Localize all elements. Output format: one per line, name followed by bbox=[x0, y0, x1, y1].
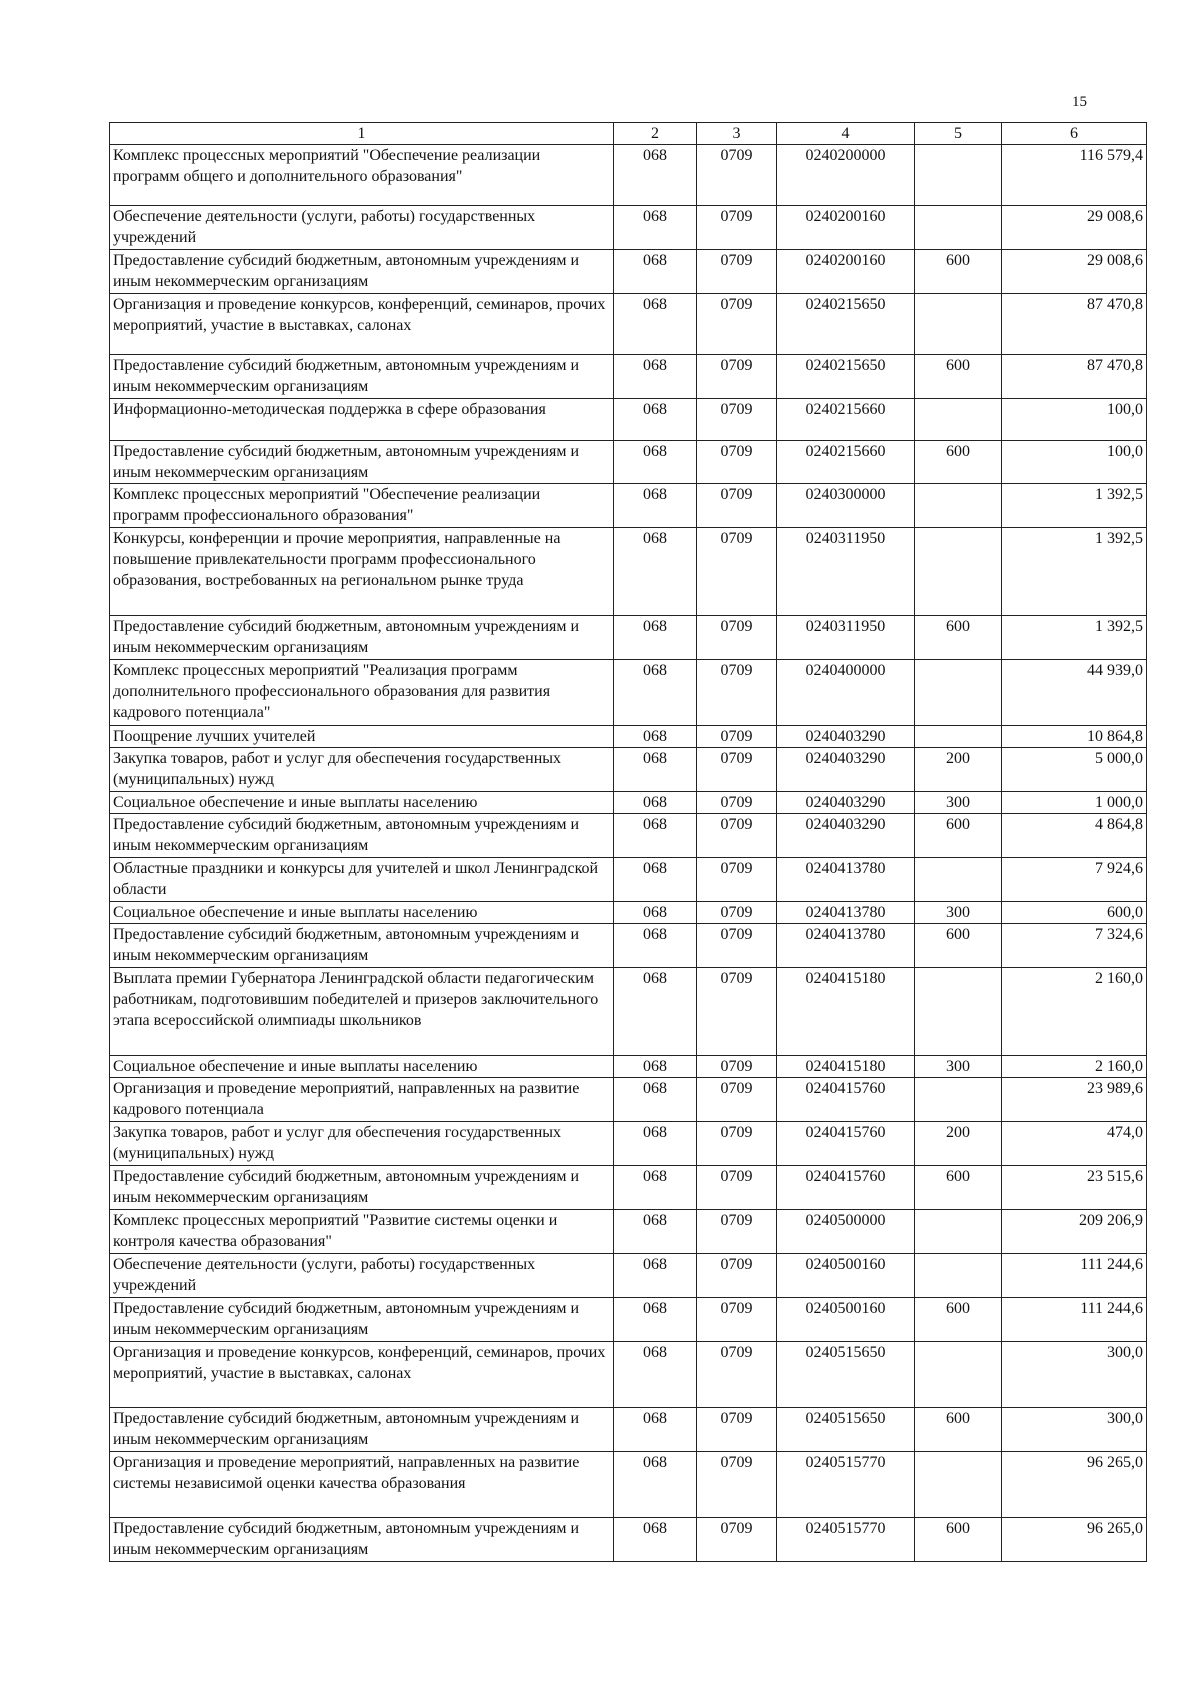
header-cell: 4 bbox=[777, 123, 915, 145]
row-target-cell: 0240413780 bbox=[777, 858, 915, 902]
table-row bbox=[110, 1408, 1147, 1452]
table-row bbox=[110, 399, 1147, 441]
row-expense-type-cell: 600 bbox=[915, 355, 1002, 399]
row-grbs-cell: 068 bbox=[614, 748, 697, 792]
table-row bbox=[110, 1078, 1147, 1122]
row-grbs-cell: 068 bbox=[614, 1452, 697, 1518]
row-section-cell: 0709 bbox=[697, 1056, 777, 1078]
row-section-cell: 0709 bbox=[697, 616, 777, 660]
row-expense-type-cell bbox=[915, 484, 1002, 528]
row-target-cell: 0240515770 bbox=[777, 1518, 915, 1562]
row-expense-type-cell bbox=[915, 968, 1002, 1056]
budget-table bbox=[109, 122, 1147, 1562]
row-amount-cell: 44 939,0 bbox=[1002, 660, 1147, 726]
row-name-cell: Организация и проведение мероприятий, направленных на развитие системы независимой оценки качества образования bbox=[110, 1452, 614, 1518]
row-name-cell: Предоставление субсидий бюджетным, автономным учреждениям и иным некоммерческим организациям bbox=[110, 250, 614, 294]
row-expense-type-cell bbox=[915, 858, 1002, 902]
row-grbs-cell: 068 bbox=[614, 1518, 697, 1562]
table-row bbox=[110, 858, 1147, 902]
row-name-cell: Организация и проведение конкурсов, конференций, семинаров, прочих мероприятий, участие в выставках, салонах bbox=[110, 294, 614, 355]
row-amount-cell: 96 265,0 bbox=[1002, 1452, 1147, 1518]
row-target-cell: 0240215650 bbox=[777, 355, 915, 399]
row-amount-cell: 100,0 bbox=[1002, 399, 1147, 441]
header-row bbox=[110, 123, 1147, 145]
row-expense-type-cell: 600 bbox=[915, 616, 1002, 660]
row-amount-cell: 4 864,8 bbox=[1002, 814, 1147, 858]
row-grbs-cell: 068 bbox=[614, 924, 697, 968]
row-grbs-cell: 068 bbox=[614, 1078, 697, 1122]
row-target-cell: 0240515650 bbox=[777, 1342, 915, 1408]
row-expense-type-cell: 600 bbox=[915, 441, 1002, 484]
row-section-cell: 0709 bbox=[697, 1408, 777, 1452]
row-amount-cell: 87 470,8 bbox=[1002, 294, 1147, 355]
row-section-cell: 0709 bbox=[697, 748, 777, 792]
row-expense-type-cell: 600 bbox=[915, 1408, 1002, 1452]
row-name-cell: Комплекс процессных мероприятий "Реализация программ дополнительного профессионального образования для развития кадрового потенциала" bbox=[110, 660, 614, 726]
row-grbs-cell: 068 bbox=[614, 1122, 697, 1166]
table-row bbox=[110, 1254, 1147, 1298]
table-row bbox=[110, 1298, 1147, 1342]
row-expense-type-cell bbox=[915, 294, 1002, 355]
row-amount-cell: 5 000,0 bbox=[1002, 748, 1147, 792]
row-expense-type-cell bbox=[915, 206, 1002, 250]
header-cell: 5 bbox=[915, 123, 1002, 145]
row-expense-type-cell bbox=[915, 1342, 1002, 1408]
table-row bbox=[110, 1166, 1147, 1210]
row-name-cell: Областные праздники и конкурсы для учителей и школ Ленинградской области bbox=[110, 858, 614, 902]
row-expense-type-cell: 600 bbox=[915, 1518, 1002, 1562]
row-amount-cell: 96 265,0 bbox=[1002, 1518, 1147, 1562]
row-expense-type-cell bbox=[915, 528, 1002, 616]
row-amount-cell: 23 989,6 bbox=[1002, 1078, 1147, 1122]
row-amount-cell: 474,0 bbox=[1002, 1122, 1147, 1166]
row-section-cell: 0709 bbox=[697, 1122, 777, 1166]
header-cell: 2 bbox=[614, 123, 697, 145]
row-expense-type-cell: 300 bbox=[915, 1056, 1002, 1078]
row-section-cell: 0709 bbox=[697, 660, 777, 726]
row-name-cell: Обеспечение деятельности (услуги, работы) государственных учреждений bbox=[110, 1254, 614, 1298]
row-section-cell: 0709 bbox=[697, 968, 777, 1056]
row-amount-cell: 1 392,5 bbox=[1002, 616, 1147, 660]
row-grbs-cell: 068 bbox=[614, 294, 697, 355]
row-name-cell: Предоставление субсидий бюджетным, автономным учреждениям и иным некоммерческим организациям bbox=[110, 1408, 614, 1452]
row-section-cell: 0709 bbox=[697, 858, 777, 902]
row-target-cell: 0240215660 bbox=[777, 399, 915, 441]
row-grbs-cell: 068 bbox=[614, 250, 697, 294]
row-name-cell: Комплекс процессных мероприятий "Развитие системы оценки и контроля качества образования" bbox=[110, 1210, 614, 1254]
row-grbs-cell: 068 bbox=[614, 814, 697, 858]
row-name-cell: Социальное обеспечение и иные выплаты населению bbox=[110, 792, 614, 814]
row-target-cell: 0240403290 bbox=[777, 726, 915, 748]
row-name-cell: Конкурсы, конференции и прочие мероприятия, направленные на повышение привлекательности программ профессионального образования, востребованных на региональном рынке труда bbox=[110, 528, 614, 616]
table-row bbox=[110, 206, 1147, 250]
table-row bbox=[110, 355, 1147, 399]
row-section-cell: 0709 bbox=[697, 528, 777, 616]
row-amount-cell: 600,0 bbox=[1002, 902, 1147, 924]
row-name-cell: Предоставление субсидий бюджетным, автономным учреждениям и иным некоммерческим организациям bbox=[110, 355, 614, 399]
row-expense-type-cell bbox=[915, 726, 1002, 748]
row-target-cell: 0240311950 bbox=[777, 528, 915, 616]
row-amount-cell: 87 470,8 bbox=[1002, 355, 1147, 399]
row-name-cell: Выплата премии Губернатора Ленинградской области педагогическим работникам, подготовившим победителей и призеров заключительного этапа всероссийской олимпиады школьников bbox=[110, 968, 614, 1056]
row-name-cell: Организация и проведение конкурсов, конференций, семинаров, прочих мероприятий, участие в выставках, салонах bbox=[110, 1342, 614, 1408]
row-target-cell: 0240200160 bbox=[777, 206, 915, 250]
row-section-cell: 0709 bbox=[697, 294, 777, 355]
row-expense-type-cell: 600 bbox=[915, 250, 1002, 294]
row-grbs-cell: 068 bbox=[614, 660, 697, 726]
row-expense-type-cell: 600 bbox=[915, 1166, 1002, 1210]
table-row bbox=[110, 1056, 1147, 1078]
row-expense-type-cell bbox=[915, 1452, 1002, 1518]
row-name-cell: Предоставление субсидий бюджетным, автономным учреждениям и иным некоммерческим организациям bbox=[110, 441, 614, 484]
table-row bbox=[110, 484, 1147, 528]
table-row bbox=[110, 1122, 1147, 1166]
table-row bbox=[110, 250, 1147, 294]
row-amount-cell: 7 924,6 bbox=[1002, 858, 1147, 902]
table-row bbox=[110, 814, 1147, 858]
row-expense-type-cell: 300 bbox=[915, 792, 1002, 814]
page-number: 15 bbox=[1072, 94, 1087, 110]
row-grbs-cell: 068 bbox=[614, 1342, 697, 1408]
row-target-cell: 0240500160 bbox=[777, 1298, 915, 1342]
row-target-cell: 0240515650 bbox=[777, 1408, 915, 1452]
row-name-cell: Предоставление субсидий бюджетным, автономным учреждениям и иным некоммерческим организациям bbox=[110, 814, 614, 858]
row-target-cell: 0240215660 bbox=[777, 441, 915, 484]
table-row bbox=[110, 616, 1147, 660]
row-section-cell: 0709 bbox=[697, 1166, 777, 1210]
row-name-cell: Предоставление субсидий бюджетным, автономным учреждениям и иным некоммерческим организациям bbox=[110, 1166, 614, 1210]
row-name-cell: Поощрение лучших учителей bbox=[110, 726, 614, 748]
table-row bbox=[110, 748, 1147, 792]
row-expense-type-cell bbox=[915, 1210, 1002, 1254]
row-grbs-cell: 068 bbox=[614, 1298, 697, 1342]
row-section-cell: 0709 bbox=[697, 206, 777, 250]
row-target-cell: 0240415760 bbox=[777, 1166, 915, 1210]
row-section-cell: 0709 bbox=[697, 1298, 777, 1342]
header-cell: 3 bbox=[697, 123, 777, 145]
row-target-cell: 0240403290 bbox=[777, 748, 915, 792]
row-section-cell: 0709 bbox=[697, 902, 777, 924]
row-name-cell: Предоставление субсидий бюджетным, автономным учреждениям и иным некоммерческим организациям bbox=[110, 616, 614, 660]
row-expense-type-cell: 600 bbox=[915, 814, 1002, 858]
row-name-cell: Организация и проведение мероприятий, направленных на развитие кадрового потенциала bbox=[110, 1078, 614, 1122]
row-amount-cell: 111 244,6 bbox=[1002, 1298, 1147, 1342]
row-name-cell: Предоставление субсидий бюджетным, автономным учреждениям и иным некоммерческим организациям bbox=[110, 924, 614, 968]
row-amount-cell: 111 244,6 bbox=[1002, 1254, 1147, 1298]
row-target-cell: 0240415180 bbox=[777, 1056, 915, 1078]
row-target-cell: 0240413780 bbox=[777, 924, 915, 968]
row-section-cell: 0709 bbox=[697, 792, 777, 814]
row-name-cell: Закупка товаров, работ и услуг для обеспечения государственных (муниципальных) нужд bbox=[110, 1122, 614, 1166]
row-name-cell: Социальное обеспечение и иные выплаты населению bbox=[110, 902, 614, 924]
row-grbs-cell: 068 bbox=[614, 616, 697, 660]
table-row bbox=[110, 924, 1147, 968]
row-grbs-cell: 068 bbox=[614, 1210, 697, 1254]
table-row bbox=[110, 1518, 1147, 1562]
row-expense-type-cell: 600 bbox=[915, 1298, 1002, 1342]
row-amount-cell: 2 160,0 bbox=[1002, 968, 1147, 1056]
row-section-cell: 0709 bbox=[697, 1518, 777, 1562]
row-grbs-cell: 068 bbox=[614, 726, 697, 748]
row-grbs-cell: 068 bbox=[614, 1166, 697, 1210]
row-grbs-cell: 068 bbox=[614, 968, 697, 1056]
row-grbs-cell: 068 bbox=[614, 1056, 697, 1078]
row-amount-cell: 300,0 bbox=[1002, 1342, 1147, 1408]
row-amount-cell: 10 864,8 bbox=[1002, 726, 1147, 748]
row-target-cell: 0240400000 bbox=[777, 660, 915, 726]
row-expense-type-cell bbox=[915, 145, 1002, 206]
row-target-cell: 0240311950 bbox=[777, 616, 915, 660]
row-name-cell: Социальное обеспечение и иные выплаты населению bbox=[110, 1056, 614, 1078]
row-target-cell: 0240415760 bbox=[777, 1078, 915, 1122]
row-expense-type-cell bbox=[915, 399, 1002, 441]
row-target-cell: 0240300000 bbox=[777, 484, 915, 528]
row-grbs-cell: 068 bbox=[614, 1408, 697, 1452]
row-section-cell: 0709 bbox=[697, 1452, 777, 1518]
row-amount-cell: 1 392,5 bbox=[1002, 484, 1147, 528]
row-grbs-cell: 068 bbox=[614, 1254, 697, 1298]
row-name-cell: Предоставление субсидий бюджетным, автономным учреждениям и иным некоммерческим организациям bbox=[110, 1518, 614, 1562]
table-row bbox=[110, 902, 1147, 924]
row-section-cell: 0709 bbox=[697, 1254, 777, 1298]
row-grbs-cell: 068 bbox=[614, 484, 697, 528]
table-row bbox=[110, 528, 1147, 616]
row-grbs-cell: 068 bbox=[614, 145, 697, 206]
table-row bbox=[110, 294, 1147, 355]
row-grbs-cell: 068 bbox=[614, 792, 697, 814]
row-target-cell: 0240413780 bbox=[777, 902, 915, 924]
row-target-cell: 0240215650 bbox=[777, 294, 915, 355]
row-name-cell: Комплекс процессных мероприятий "Обеспечение реализации программ общего и дополнительного образования" bbox=[110, 145, 614, 206]
row-section-cell: 0709 bbox=[697, 441, 777, 484]
row-name-cell: Комплекс процессных мероприятий "Обеспечение реализации программ профессионального образования" bbox=[110, 484, 614, 528]
row-grbs-cell: 068 bbox=[614, 528, 697, 616]
row-amount-cell: 300,0 bbox=[1002, 1408, 1147, 1452]
table-row bbox=[110, 145, 1147, 206]
row-amount-cell: 209 206,9 bbox=[1002, 1210, 1147, 1254]
table-row bbox=[110, 968, 1147, 1056]
table-row bbox=[110, 1210, 1147, 1254]
row-expense-type-cell: 200 bbox=[915, 748, 1002, 792]
row-target-cell: 0240500000 bbox=[777, 1210, 915, 1254]
row-amount-cell: 1 000,0 bbox=[1002, 792, 1147, 814]
row-section-cell: 0709 bbox=[697, 399, 777, 441]
row-section-cell: 0709 bbox=[697, 484, 777, 528]
table-row bbox=[110, 1342, 1147, 1408]
row-grbs-cell: 068 bbox=[614, 441, 697, 484]
row-amount-cell: 100,0 bbox=[1002, 441, 1147, 484]
row-name-cell: Предоставление субсидий бюджетным, автономным учреждениям и иным некоммерческим организациям bbox=[110, 1298, 614, 1342]
table-row bbox=[110, 441, 1147, 484]
row-grbs-cell: 068 bbox=[614, 355, 697, 399]
row-expense-type-cell: 300 bbox=[915, 902, 1002, 924]
row-expense-type-cell: 600 bbox=[915, 924, 1002, 968]
row-amount-cell: 1 392,5 bbox=[1002, 528, 1147, 616]
row-section-cell: 0709 bbox=[697, 145, 777, 206]
row-expense-type-cell: 200 bbox=[915, 1122, 1002, 1166]
row-section-cell: 0709 bbox=[697, 814, 777, 858]
row-section-cell: 0709 bbox=[697, 726, 777, 748]
table-row bbox=[110, 1452, 1147, 1518]
row-target-cell: 0240403290 bbox=[777, 814, 915, 858]
row-name-cell: Обеспечение деятельности (услуги, работы) государственных учреждений bbox=[110, 206, 614, 250]
header-cell: 1 bbox=[110, 123, 614, 145]
header-cell: 6 bbox=[1002, 123, 1147, 145]
row-grbs-cell: 068 bbox=[614, 902, 697, 924]
row-name-cell: Информационно-методическая поддержка в сфере образования bbox=[110, 399, 614, 441]
row-expense-type-cell bbox=[915, 1254, 1002, 1298]
row-amount-cell: 7 324,6 bbox=[1002, 924, 1147, 968]
row-section-cell: 0709 bbox=[697, 1210, 777, 1254]
row-grbs-cell: 068 bbox=[614, 858, 697, 902]
row-name-cell: Закупка товаров, работ и услуг для обеспечения государственных (муниципальных) нужд bbox=[110, 748, 614, 792]
row-target-cell: 0240500160 bbox=[777, 1254, 915, 1298]
table-row bbox=[110, 660, 1147, 726]
budget-table-body bbox=[110, 123, 1147, 1562]
row-amount-cell: 29 008,6 bbox=[1002, 206, 1147, 250]
table-row bbox=[110, 792, 1147, 814]
row-amount-cell: 23 515,6 bbox=[1002, 1166, 1147, 1210]
table-row bbox=[110, 726, 1147, 748]
row-target-cell: 0240403290 bbox=[777, 792, 915, 814]
row-section-cell: 0709 bbox=[697, 355, 777, 399]
row-target-cell: 0240515770 bbox=[777, 1452, 915, 1518]
row-expense-type-cell bbox=[915, 660, 1002, 726]
row-amount-cell: 2 160,0 bbox=[1002, 1056, 1147, 1078]
row-section-cell: 0709 bbox=[697, 1078, 777, 1122]
row-target-cell: 0240415760 bbox=[777, 1122, 915, 1166]
row-amount-cell: 116 579,4 bbox=[1002, 145, 1147, 206]
row-grbs-cell: 068 bbox=[614, 399, 697, 441]
row-target-cell: 0240200000 bbox=[777, 145, 915, 206]
row-target-cell: 0240200160 bbox=[777, 250, 915, 294]
row-grbs-cell: 068 bbox=[614, 206, 697, 250]
row-section-cell: 0709 bbox=[697, 250, 777, 294]
row-amount-cell: 29 008,6 bbox=[1002, 250, 1147, 294]
row-target-cell: 0240415180 bbox=[777, 968, 915, 1056]
row-section-cell: 0709 bbox=[697, 924, 777, 968]
row-section-cell: 0709 bbox=[697, 1342, 777, 1408]
row-expense-type-cell bbox=[915, 1078, 1002, 1122]
